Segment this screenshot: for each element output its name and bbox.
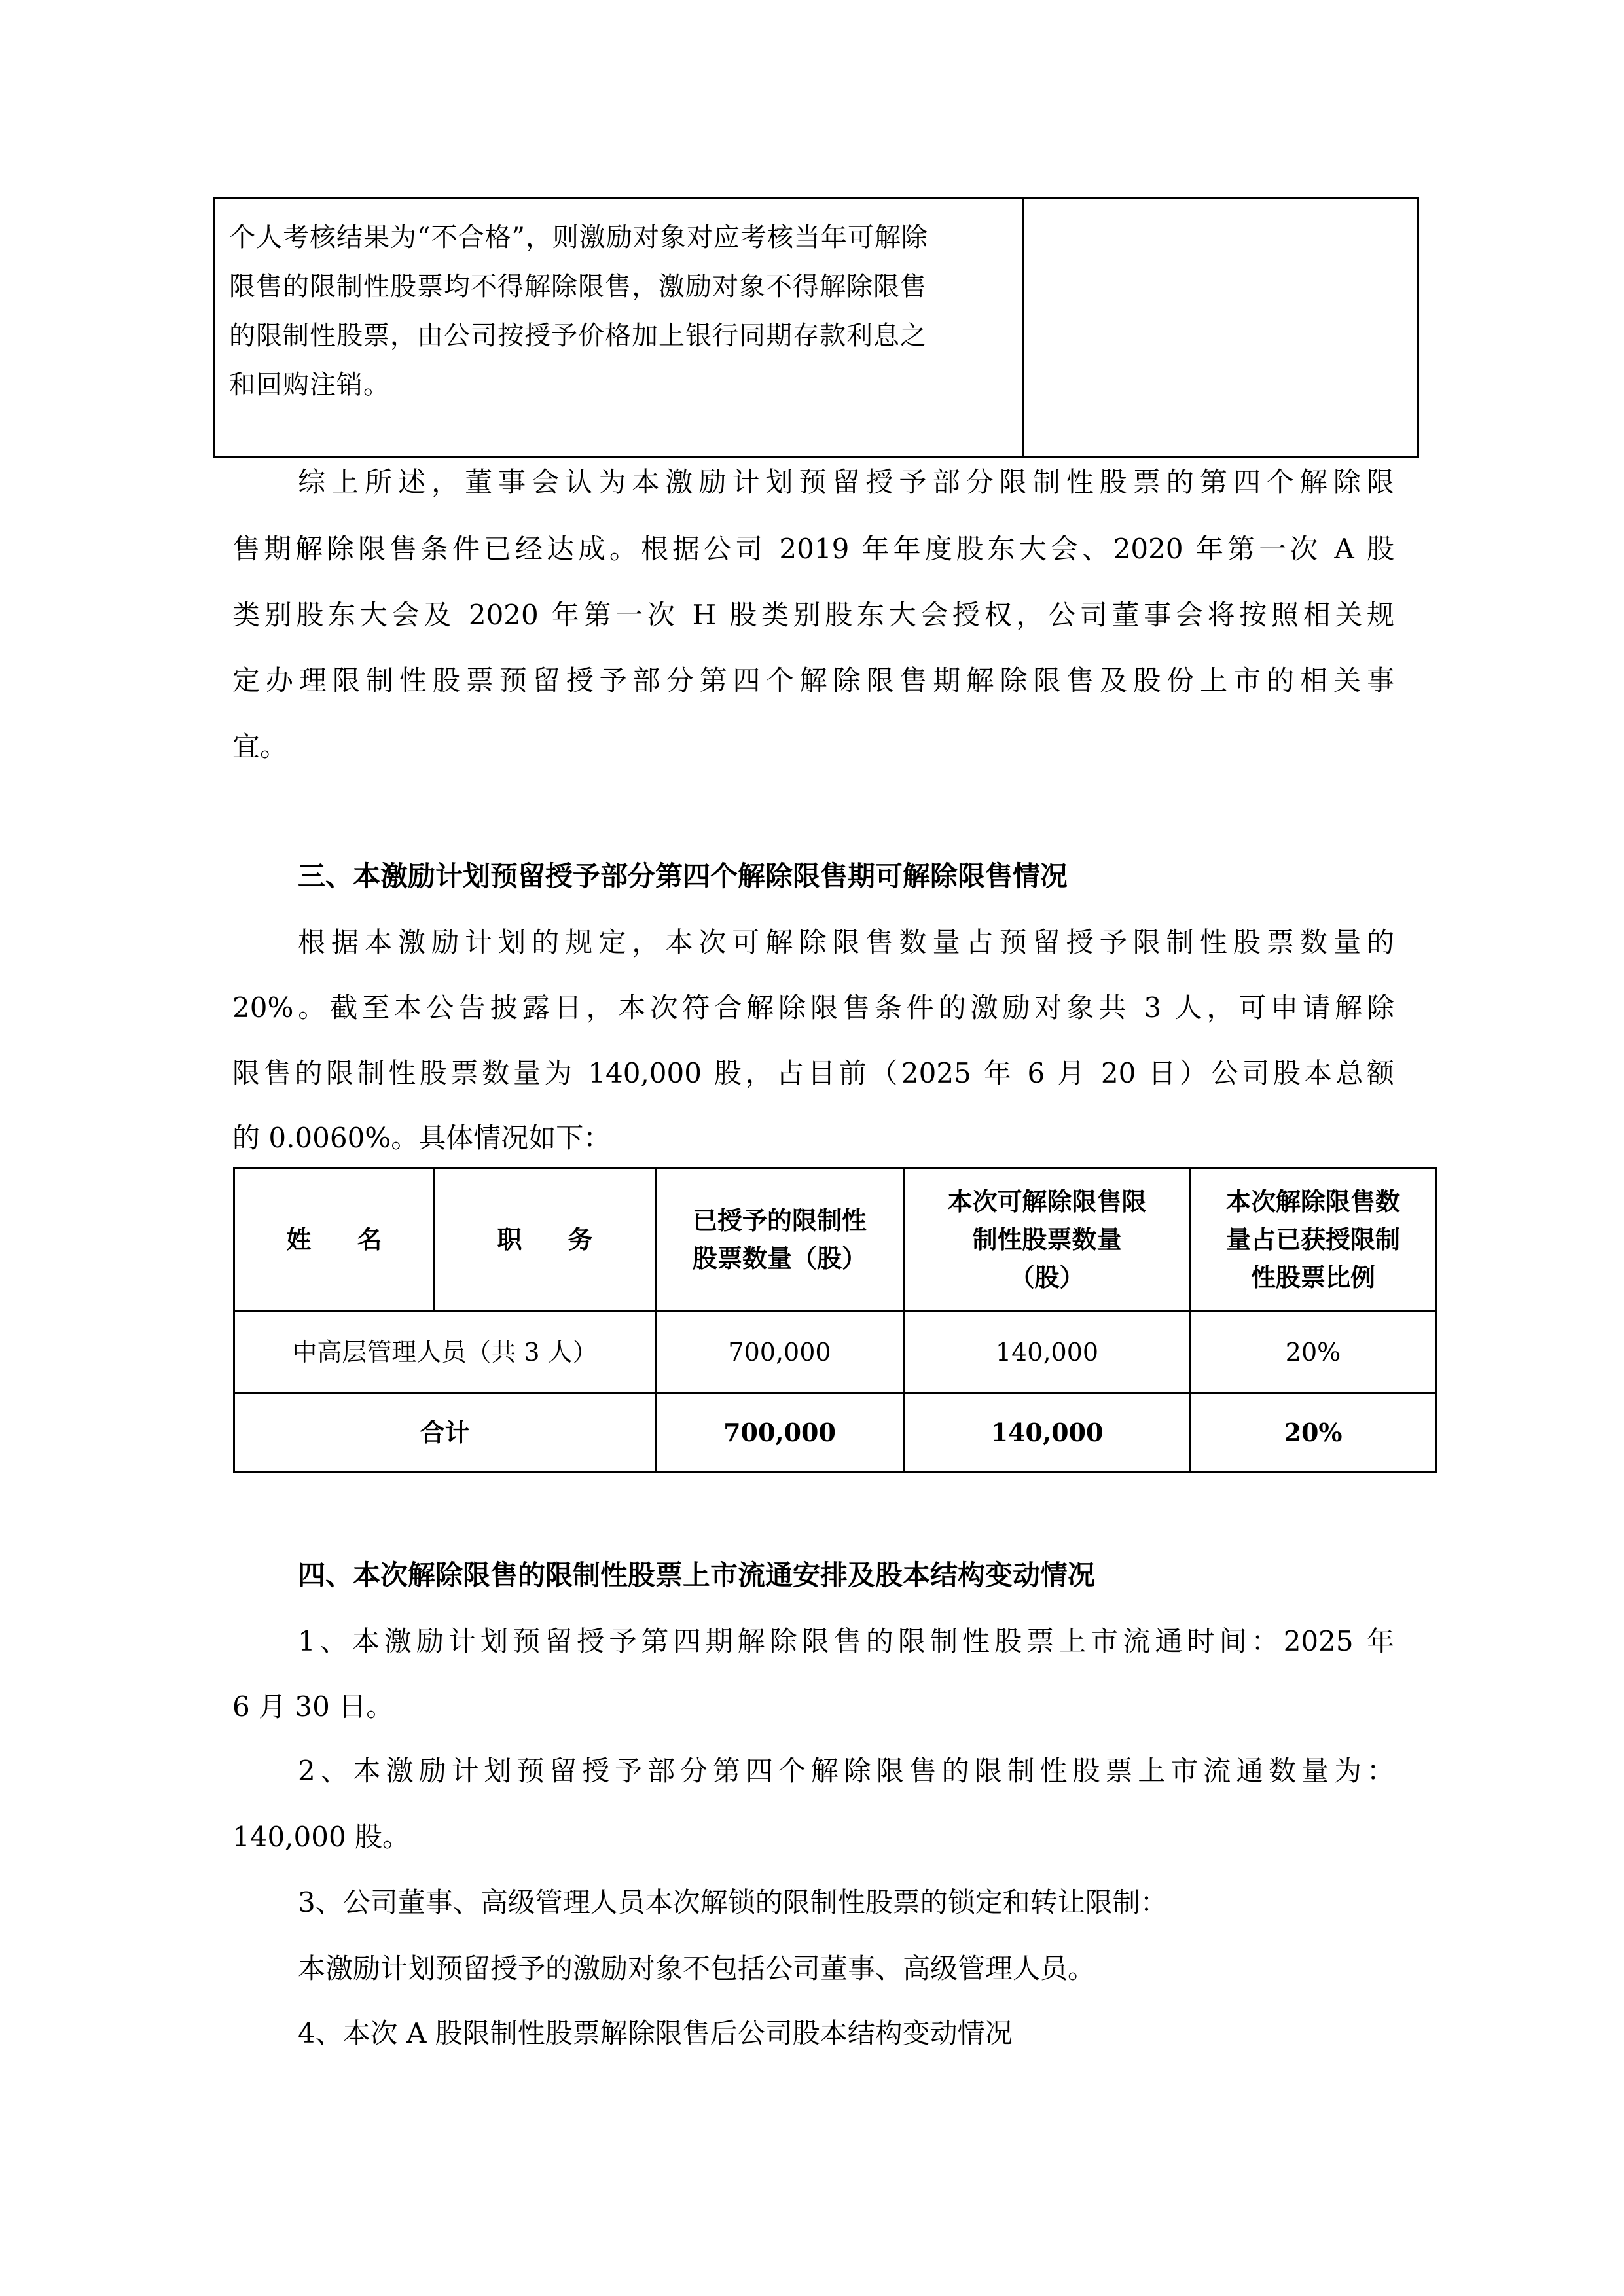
total-label: 合计 [234, 1393, 656, 1472]
header-line: 本次解除限售数 [1225, 1187, 1400, 1216]
table-header-row [234, 1168, 1436, 1312]
header-line: 性股票比例 [1250, 1263, 1375, 1292]
summary-line: 定办理限制性股票预留授予部分第四个解除限售期解除限售及股份上市的相关事 [232, 664, 1394, 696]
cell-releasable: 140,000 [904, 1312, 1191, 1393]
achievement-cell [1023, 198, 1418, 457]
release-table [233, 1167, 1437, 1473]
cell-granted: 700,000 [656, 1312, 904, 1393]
header-name [234, 1168, 435, 1312]
section-4-item-3-detail: 本激励计划预留授予的激励对象不包括公司董事、高级管理人员。 [298, 1952, 1096, 1984]
table-total-row [234, 1393, 1436, 1472]
summary-line: 售期解除限售条件已经达成。根据公司 2019 年年度股东大会、2020 年第一次 A 股 [232, 533, 1394, 565]
header-releasable [904, 1168, 1191, 1312]
section-4-item-4: 4、本次 A 股限制性股票解除限售后公司股本结构变动情况 [298, 2017, 1013, 2049]
assessment-line: 限售的限制性股票均不得解除限售，激励对象不得解除限售 [229, 272, 927, 302]
section-3-line: 20%。截至本公告披露日，本次符合解除限售条件的激励对象共 3 人，可申请解除 [232, 992, 1394, 1024]
assessment-cell [214, 198, 1023, 457]
section-4-item-3: 3、公司董事、高级管理人员本次解锁的限制性股票的锁定和转让限制： [298, 1886, 1168, 1918]
section-3-line: 限售的限制性股票数量为 140,000 股，占目前（2025 年 6 月 20 日）公司股本总额 [232, 1057, 1394, 1089]
summary-line: 类别股东大会及 2020 年第一次 H 股类别股东大会授权，公司董事会将按照相关规 [232, 599, 1394, 631]
section-4-heading: 四、本次解除限售的限制性股票上市流通安排及股本结构变动情况 [298, 1559, 1096, 1591]
header-granted [656, 1168, 904, 1312]
assessment-table-continuation [213, 197, 1419, 458]
cell-name-role: 中高层管理人员（共 3 人） [234, 1312, 656, 1393]
header-line: 已授予的限制性 [692, 1206, 867, 1235]
total-granted: 700,000 [656, 1393, 904, 1472]
section-4-item-1: 1、本激励计划预留授予第四期解除限售的限制性股票上市流通时间：2025 年 [298, 1625, 1394, 1657]
cell-ratio: 20% [1191, 1312, 1436, 1393]
total-releasable: 140,000 [904, 1393, 1191, 1472]
section-3-line: 的 0.0060%。具体情况如下： [232, 1122, 611, 1154]
header-position-label: 职务 [497, 1225, 639, 1254]
header-line: 制性股票数量 [972, 1225, 1122, 1254]
summary-line: 综上所述，董事会认为本激励计划预留授予部分限制性股票的第四个解除限 [298, 466, 1394, 498]
section-4-item-2-cont: 140,000 股。 [232, 1821, 410, 1853]
section-4-item-1-cont: 6 月 30 日。 [232, 1691, 394, 1723]
total-ratio: 20% [1191, 1393, 1436, 1472]
header-line: 本次可解除限售限 [947, 1187, 1147, 1216]
header-line: 股票数量（股） [692, 1244, 867, 1273]
header-name-label: 姓名 [286, 1225, 428, 1254]
section-3-heading: 三、本激励计划预留授予部分第四个解除限售期可解除限售情况 [298, 860, 1068, 892]
table-row [234, 1312, 1436, 1393]
header-ratio [1191, 1168, 1436, 1312]
assessment-line: 个人考核结果为“不合格”，则激励对象对应考核当年可解除 [229, 223, 928, 253]
section-4-item-2: 2、本激励计划预留授予部分第四个解除限售的限制性股票上市流通数量为： [298, 1755, 1394, 1787]
assessment-line: 的限制性股票，由公司按授予价格加上银行同期存款利息之 [229, 321, 927, 351]
header-position [435, 1168, 656, 1312]
header-line: （股） [1009, 1263, 1085, 1292]
section-3-line: 根据本激励计划的规定，本次可解除限售数量占预留授予限制性股票数量的 [298, 926, 1394, 958]
summary-line: 宜。 [232, 730, 288, 762]
header-line: 量占已获授限制 [1225, 1225, 1400, 1254]
assessment-line: 和回购注销。 [229, 370, 390, 400]
